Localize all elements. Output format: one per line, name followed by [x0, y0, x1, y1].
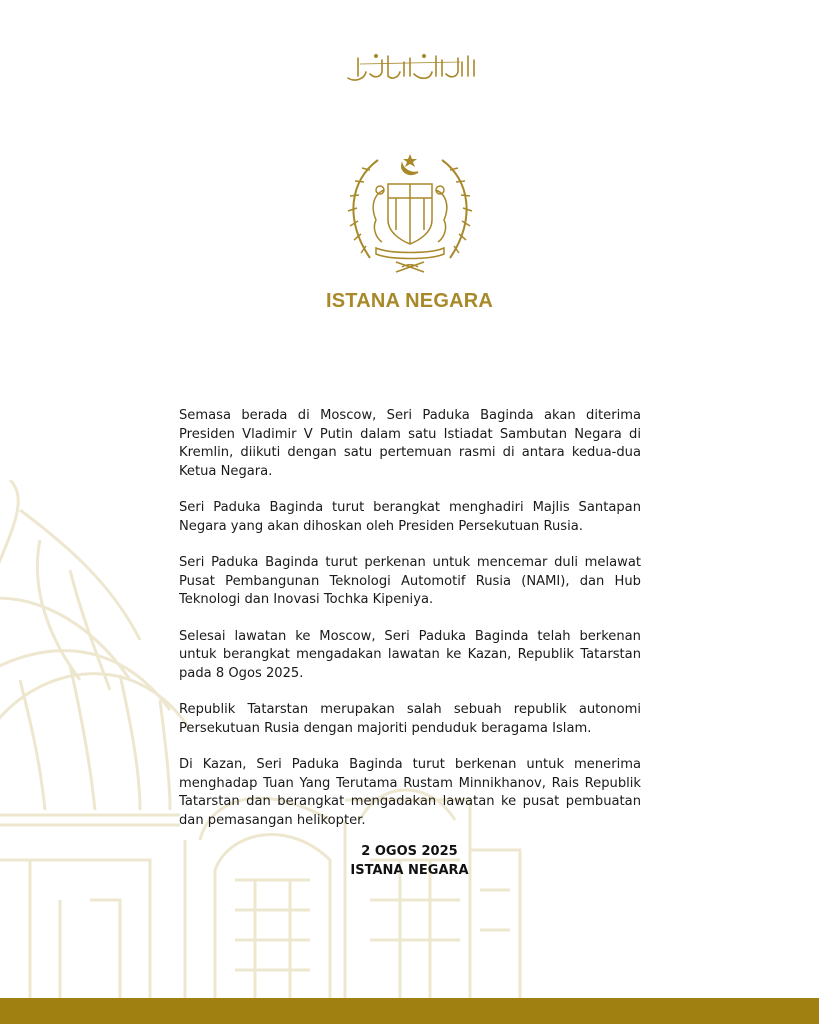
signature-block: [0, 842, 819, 880]
statement-date: 2 OGOS 2025: [361, 844, 458, 859]
coat-of-arms-crest: [340, 150, 480, 280]
paragraph: Seri Paduka Baginda turut perkenan untuk mencemar duli melawat Pusat Pembangunan Teknologi Automotif Rusia (NAMI), dan Hub Teknologi dan Inovasi Tochka Kipeniya.: [179, 555, 641, 607]
statement-issuer: ISTANA NEGARA: [350, 863, 469, 878]
royal-calligraphy-emblem: [340, 50, 480, 86]
paragraph: Semasa berada di Moscow, Seri Paduka Baginda akan diterima Presiden Vladimir V Putin dalam satu Istiadat Sambutan Negara di Kremlin, diikuti dengan satu pertemuan rasmi di antara kedua-dua Ketua Negara.: [179, 408, 641, 479]
paragraph: Republik Tatarstan merupakan salah sebuah republik autonomi Persekutuan Rusia dengan majoriti penduduk beragama Islam.: [179, 702, 641, 736]
paragraph: Selesai lawatan ke Moscow, Seri Paduka Baginda telah berkenan untuk berangkat mengadakan lawatan ke Kazan, Republik Tatarstan pada 8 Ogos 2025.: [179, 628, 641, 681]
paragraph: Seri Paduka Baginda turut berangkat menghadiri Majlis Santapan Negara yang akan dihoskan oleh Presiden Persekutuan Rusia.: [179, 500, 641, 534]
paragraph: Di Kazan, Seri Paduka Baginda turut berkenan untuk menerima menghadap Tuan Yang Terutama Rustam Minnikhanov, Rais Republik Tatarstan dan berangkat mengadakan lawatan ke pusat pembuatan dan pemasangan helikopter.: [179, 757, 641, 828]
brand-title: ISTANA NEGARA: [325, 290, 494, 312]
footer-gold-bar: [0, 998, 819, 1024]
press-statement-body: [179, 407, 641, 848]
